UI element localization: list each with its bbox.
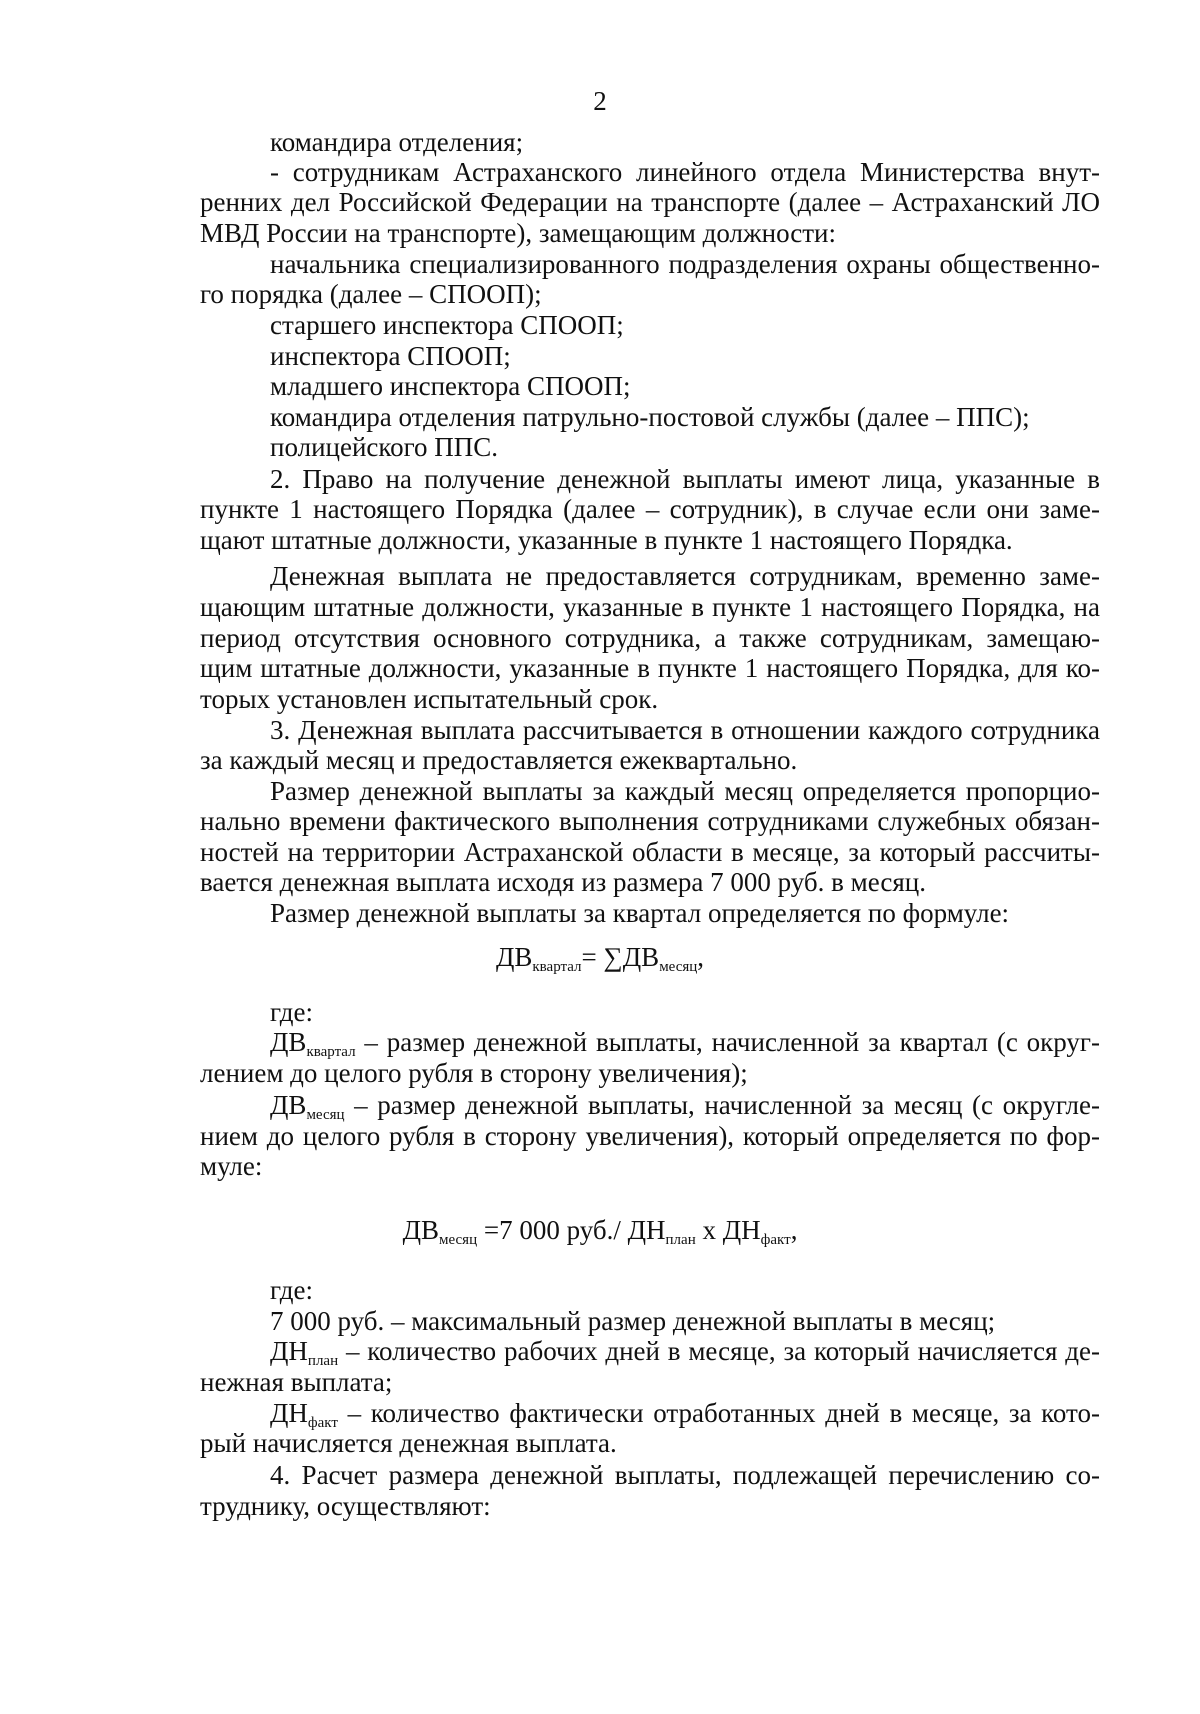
text-line: вается денежная выплата исходя из размера 7 000 руб. в месяц. (200, 867, 926, 897)
definition-line: $ДВ_{месяц}$ – размер денежной выплаты, начисленной за месяц (с округле- (270, 1090, 1100, 1123)
text-line: нием до целого рубля в сторону увеличения), который определяется по фор- (200, 1121, 1100, 1151)
text-line: Денежная выплата не предоставляется сотрудникам, временно заме- (270, 561, 1100, 591)
text-line: рый начисляется денежная выплата. (200, 1428, 617, 1458)
text-line: инспектора СПООП; (270, 341, 511, 371)
text-line: лением до целого рубля в сторону увеличения); (200, 1058, 748, 1088)
text-line: торых установлен испытательный срок. (200, 684, 659, 714)
text-line: го порядка (далее – СПООП); (200, 279, 542, 309)
page-number: 2 (593, 86, 607, 116)
text-line: нально времени фактического выполнения сотрудниками служебных обязан- (200, 806, 1100, 836)
text-line: начальника специализированного подразделения охраны общественно- (270, 249, 1100, 279)
text-line: младшего инспектора СПООП; (270, 371, 631, 401)
text-line: командира отделения; (270, 127, 524, 157)
text-line: 3. Денежная выплата рассчитывается в отношении каждого сотрудника (270, 715, 1100, 745)
text-line: Размер денежной выплаты за квартал определяется по формуле: (270, 898, 1010, 928)
formula-quarter: $ДВ_{квартал}= \sum ДВ_{месяц}$, (495, 942, 705, 975)
text-line: 4. Расчет размера денежной выплаты, подлежащей перечислению со- (270, 1460, 1100, 1490)
text-line: щающим штатные должности, указанные в пункте 1 настоящего Порядка, на (200, 592, 1100, 622)
text-line: период отсутствия основного сотрудника, а также сотрудникам, замещаю- (200, 623, 1100, 653)
text-line: труднику, осуществляют: (200, 1491, 491, 1521)
text-line: где: (270, 1275, 313, 1305)
text-line: 7 000 руб. – максимальный размер денежной выплаты в месяц; (270, 1306, 996, 1336)
text-line: где: (270, 997, 313, 1027)
text-line: щим штатные должности, указанные в пункте 1 настоящего Порядка, для ко- (200, 653, 1100, 683)
definition-line: $ДН_{план}$ – количество рабочих дней в месяце, за который начисляется де- (270, 1336, 1100, 1369)
definition-line: $ДН_{факт}$ – количество фактически отработанных дней в месяце, за кото- (270, 1398, 1100, 1431)
text-line: - сотрудникам Астраханского линейного отдела Министерства внут- (270, 157, 1100, 187)
text-line: Размер денежной выплаты за каждый месяц определяется пропорцио- (270, 776, 1100, 806)
definition-line: $ДВ_{квартал}$ – размер денежной выплаты, начисленной за квартал (с округ- (270, 1027, 1100, 1060)
text-line: командира отделения патрульно-постовой службы (далее – ППС); (270, 402, 1030, 432)
text-line: ностей на территории Астраханской области в месяце, за который рассчиты- (200, 837, 1100, 867)
text-line: щают штатные должности, указанные в пункте 1 настоящего Порядка. (200, 525, 1013, 555)
text-line: за каждый месяц и предоставляется ежеквартально. (200, 745, 798, 775)
text-line: полицейского ППС. (270, 432, 499, 462)
text-line: МВД России на транспорте), замещающим должности: (200, 218, 836, 248)
text-line: муле: (200, 1151, 263, 1181)
text-line: нежная выплата; (200, 1367, 393, 1397)
text-line: пункте 1 настоящего Порядка (далее – сотрудник), в случае если они заме- (200, 494, 1100, 524)
text-line: 2. Право на получение денежной выплаты имеют лица, указанные в (270, 464, 1100, 494)
formula-month: $ДВ_{месяц} =7$ 000 руб./ $ДН_{план}$ х $ДН_{факт}$, (402, 1215, 798, 1248)
text-line: ренних дел Российской Федерации на транспорте (далее – Астраханский ЛО (200, 187, 1100, 217)
text-line: старшего инспектора СПООП; (270, 310, 624, 340)
